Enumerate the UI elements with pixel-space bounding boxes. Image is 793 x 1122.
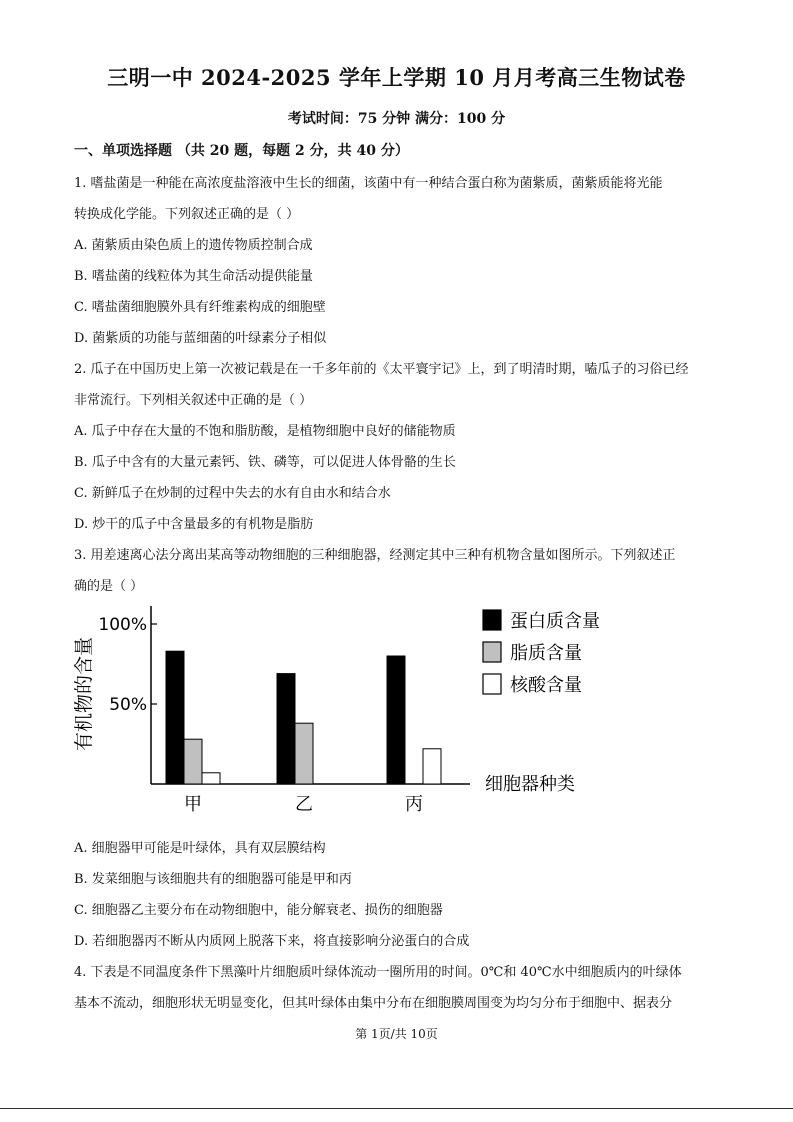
legend-label: 蛋白质含量 [510, 611, 600, 632]
q3-option-d: D. 若细胞器丙不断从内质网上脱落下来，将直接影响分泌蛋白的合成 [74, 934, 470, 949]
q3-option-c: C. 细胞器乙主要分布在动物细胞中，能分解衰老、损伤的细胞器 [74, 903, 443, 918]
q4-stem-line2: 基本不流动，细胞形状无明显变化，但其叶绿体由集中分布在细胞膜周围变为均匀分布于细胞中、据表分 [74, 996, 673, 1011]
chart-bars [166, 651, 441, 815]
x-axis-label: 细胞器种类 [485, 774, 575, 795]
bar-甲-2 [202, 773, 220, 784]
y-tick-label: 100% [98, 615, 147, 635]
q3-stem-line1: 3. 用差速离心法分离出某高等动物细胞的三种细胞器，经测定其中三种有机物含量如图所示。下列叙述正 [74, 548, 676, 563]
q2-option-b: B. 瓜子中含有的大量元素钙、铁、磷等，可以促进人体骨骼的生长 [74, 455, 456, 470]
bar-丙-0 [387, 656, 405, 784]
q2-option-a: A. 瓜子中存在大量的不饱和脂肪酸，是植物细胞中良好的储能物质 [74, 424, 456, 439]
y-axis-label: 有机物的含量 [73, 636, 95, 752]
q4-stem-line1: 4. 下表是不同温度条件下黑藻叶片细胞质叶绿体流动一圈所用的时间。0℃和 40℃水中细胞质内的叶绿体 [74, 965, 682, 980]
q1-stem-line2: 转换成化学能。下列叙述正确的是（ ） [74, 207, 300, 222]
q3-option-b: B. 发菜细胞与该细胞共有的细胞器可能是甲和丙 [74, 872, 352, 887]
legend-swatch [483, 674, 501, 694]
x-tick-label: 甲 [184, 794, 202, 815]
q2-stem-line1: 2. 瓜子在中国历史上第一次被记载是在一千多年前的《太平寰宇记》上，到了明清时期，嗑瓜子的习俗已经 [74, 362, 689, 377]
chart-legend [483, 610, 600, 696]
exam-info: 考试时间：75 分钟 满分：100 分 [287, 111, 506, 127]
q2-option-c: C. 新鲜瓜子在炒制的过程中失去的水有自由水和结合水 [74, 486, 391, 501]
legend-label: 核酸含量 [510, 675, 582, 696]
bottom-divider [0, 1108, 793, 1109]
q2-stem-line2: 非常流行。下列相关叙述中正确的是（ ） [74, 393, 313, 408]
x-tick-label: 丙 [405, 794, 423, 815]
bar-乙-0 [277, 674, 295, 784]
q2-option-d: D. 炒干的瓜子中含量最多的有机物是脂肪 [74, 517, 314, 532]
organelle-chart [60, 598, 640, 828]
q1-option-a: A. 菌紫质由染色质上的遗传物质控制合成 [74, 238, 313, 253]
q1-option-d: D. 菌紫质的功能与蓝细菌的叶绿素分子相似 [74, 331, 327, 346]
page-title: 三明一中 2024-2025 学年上学期 10 月月考高三生物试卷 [107, 65, 686, 90]
q1-stem-line1: 1. 嗜盐菌是一种能在高浓度盐溶液中生长的细菌，该菌中有一种结合蛋白称为菌紫质，菌紫质能将光能 [74, 176, 663, 191]
legend-label: 脂质含量 [510, 643, 582, 664]
bar-甲-1 [184, 739, 202, 784]
bar-丙-2 [423, 749, 441, 784]
page-footer: 第 1页/共 10页 [355, 1027, 438, 1041]
chart-axes [73, 606, 575, 795]
bar-甲-0 [166, 651, 184, 784]
q3-option-a: A. 细胞器甲可能是叶绿体，具有双层膜结构 [74, 841, 326, 856]
bar-乙-1 [295, 723, 313, 784]
legend-swatch [483, 642, 501, 662]
q1-option-b: B. 嗜盐菌的线粒体为其生命活动提供能量 [74, 269, 313, 284]
legend-swatch [483, 610, 501, 630]
q1-option-c: C. 嗜盐菌细胞膜外具有纤维素构成的细胞壁 [74, 300, 326, 315]
y-tick-label: 50% [109, 695, 147, 715]
x-tick-label: 乙 [295, 794, 313, 815]
section-heading: 一、单项选择题 （共 20 题，每题 2 分，共 40 分） [74, 143, 409, 159]
q3-stem-line2: 确的是（ ） [74, 579, 144, 594]
